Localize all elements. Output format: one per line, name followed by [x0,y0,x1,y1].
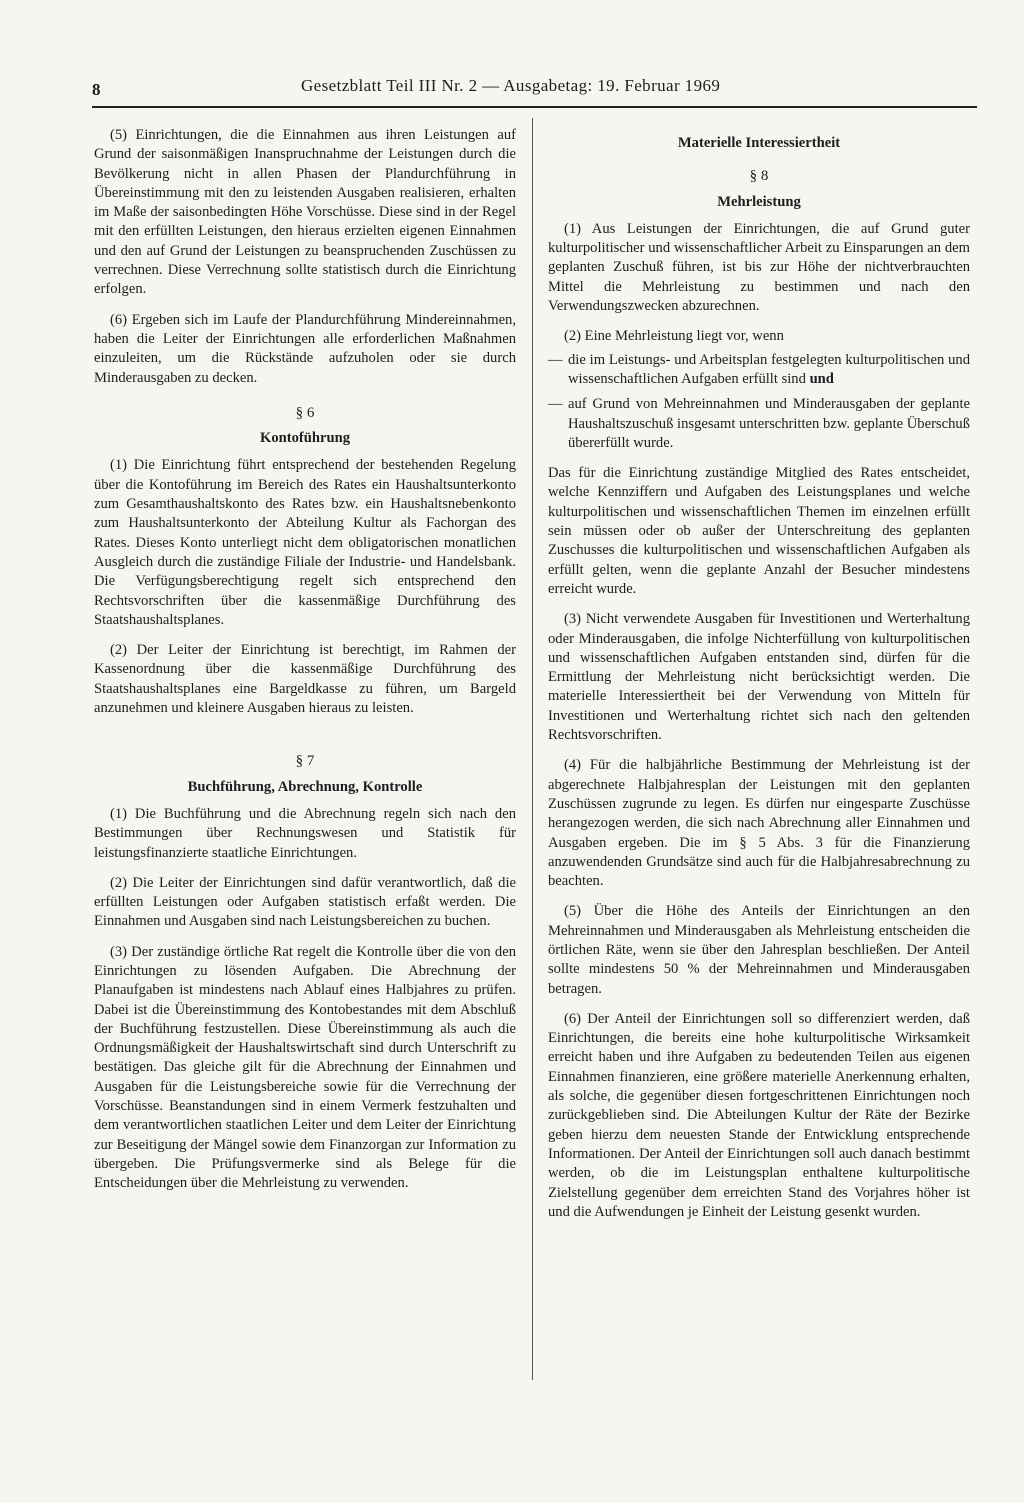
paragraph-7-1: (1) Die Buchführung und die Abrechnung regeln sich nach den Bestimmungen über Rechnungswesen und Statistik für leistungsfinanzierte staatliche Einrichtungen. [94,805,516,861]
paragraph-5-5: (5) Einrichtungen, die die Einnahmen aus ihren Leistungen auf Grund der saisonmäßigen Inanspruchnahme der Leistungen durch die Bevölkerung nicht in allen Phasen der Plandurchführung in Übereinstimmung mit den zu leistenden Ausgaben realisieren, erhalten im Maße der saisonbedingten Höhe Vorschüsse. Diese sind in der Regel mit den erfüllten Leistungen, den hieraus erzielten eigenen Einnahmen und den auf Grund der Leistungen zu beanspruchenden Zuschüssen zu verrechnen. Diese Verrechnung sollte statistisch durch die Einrichtung erfolgen. [94,127,516,298]
paragraph-8-4: (4) Für die halbjährliche Bestimmung der Mehrleistung ist der abgerechnete Halbjahresplan der Leistungen mit den geplanten Zuschüssen zugrunde zu legen. Es dürfen nur eingesparte Zuschüsse herangezogen werden, die sich nach Abrechnung aller Einnahmen und Ausgaben ergeben. Die im § 5 Abs. 3 für die Finanzierung anzuwendenden Grundsätze sind auch für die Halbjahresabrechnung zu beachten. [548,757,970,890]
section-8-number: § 8 [749,168,769,185]
paragraph-8-5: (5) Über die Höhe des Anteils der Einrichtungen an den Mehreinnahmen und Minderausgaben als Mehrleistung entscheiden die örtlichen Räte, wenn sie über den Jahresplan beschließen. Der Anteil sollte mindestens 50 % der Mehreinnahmen und Minderausgaben betragen. [548,903,970,997]
header-title: Gesetzblatt Teil III Nr. 2 — Ausgabetag: 19. Februar 1969 [301,76,721,95]
paragraph-8-2-intro: (2) Eine Mehrleistung liegt vor, wenn [564,328,784,345]
right-column [548,126,970,1233]
section-7-title: Buchführung, Abrechnung, Kontrolle [187,778,423,795]
list-item-text: die im Leistungs- und Arbeitsplan festgelegten kulturpolitischen und wissenschaftlichen Aufgaben erfüllt sind [568,351,970,387]
list-item-text: auf Grund von Mehreinnahmen und Minderausgaben der geplante Haushaltszuschuß insgesamt unterschritten bzw. geplante Überschuß übererfüllt wurde. [568,396,970,451]
section-6-title: Kontoführung [259,430,351,447]
list-item [548,395,970,453]
column-divider [532,118,533,1380]
condition-list [548,351,970,453]
paragraph-8-2-tail: Das für die Einrichtung zuständige Mitglied des Rates entscheidet, welche Kennziffern und Aufgaben des Leistungsplanes und welche kulturpolitischen und wissenschaftlichen Themen im einzelnen erfüllt sein müssen oder ob außer der Unterschreitung des geplanten Zuschusses die kulturpolitischen und wissenschaftlichen Aufgaben als erfüllt gelten, wenn die geplante Anzahl der Besucher mindestens erreicht wurde. [548,465,970,597]
paragraph-5-6: (6) Ergeben sich im Laufe der Plandurchführung Mindereinnahmen, haben die Leiter der Einrichtungen alle erforderlichen Maßnahmen einzuleiten, um die Rückstände aufzuholen oder sie durch Minderausgaben zu decken. [94,311,516,386]
section-6-number: § 6 [295,404,315,421]
section-8-title: Mehrleistung [717,193,801,210]
chapter-heading: Materielle Interessiertheit [677,135,841,151]
list-item-conjunction: und [809,370,834,387]
paragraph-8-3: (3) Nicht verwendete Ausgaben für Investitionen und Werterhaltung oder Minderausgaben, die infolge Nichterfüllung von kulturpolitischen und wissenschaftlichen Aufgaben entstanden sind, dürfen für die Ermittlung der Mehrleistung nicht berücksichtigt werden. Die materielle Interessiertheit bei der Verwendung von Mitteln für Investitionen und Werterhaltung richtet sich nach den geltenden Rechtsvorschriften. [548,611,970,744]
paragraph-8-1: (1) Aus Leistungen der Einrichtungen, die auf Grund guter kulturpolitischer und wissenschaftlicher Arbeit zu Einsparungen an dem geplanten Zuschuß führen, ist bis zur Höhe der nichtverbrauchten Mittel die Mehrleistung zu bestimmen und nach den Verwendungszwecken abzurechnen. [548,220,970,315]
list-item [548,351,970,390]
paragraph-6-2: (2) Der Leiter der Einrichtung ist berechtigt, im Rahmen der Kassenordnung über die kassenmäßige Durchführung des Staatshaushaltsplanes eine Bargeldkasse zu führen, um Bargeld anzunehmen und kleinere Ausgaben hieraus zu leisten. [94,642,516,717]
paragraph-6-1: (1) Die Einrichtung führt entsprechend der bestehenden Regelung über die Kontoführung im Bereich des Rates ein Haushaltsunterkonto zum Gesamthaushaltskonto des Rates bzw. ein Haushaltsnebenkonto zum Haushaltsunterkonto der Abteilung Kultur als Fachorgan des Rates. Dieses Konto unterliegt nicht dem obligatorischen monatlichen Ausgleich durch die zuständige Filiale der Industrie- und Handelsbank. Die Verfügungsberechtigung regelt sich entsprechend den Rechtsvorschriften über die kassenmäßige Durchführung des Staatshaushaltsplanes. [94,457,516,628]
left-column [94,126,516,1205]
paragraph-7-3: (3) Der zuständige örtliche Rat regelt die Kontrolle über die von den Einrichtungen zu lösenden Aufgaben. Die Abrechnung der Planaufgaben ist mindestens nach Ablauf eines Halbjahres zu prüfen. Dabei ist die Übereinstimmung des Kontobestandes mit dem Abschluß der Buchführung festzustellen. Diese Übereinstimmung als auch die Ordnungsmäßigkeit der Haushaltswirtschaft sind durch Unterschrift zu bestätigen. Das gleiche gilt für die Abrechnung der Einnahmen und Ausgaben für die Leistungsbereiche sowie für die Verrechnung der Vorschüsse. Beanstandungen sind in einem Vermerk festzuhalten und dem verantwortlichen staatlichen Leiter und dem Leiter der Einrichtung zur Beseitigung der Mängel sowie dem Finanzorgan zur Information zu übergeben. Die Prüfungsvermerke sind als Belege für die Entscheidungen über die Mehrleistung zu verwenden. [94,943,516,1192]
header-rule [92,106,977,108]
paragraph-7-2: (2) Die Leiter der Einrichtungen sind dafür verantwortlich, daß die erfüllten Leistungen oder Aufgaben statistisch erfaßt werden. Die Einnahmen und Ausgaben sind nach Leistungsbereichen zu buchen. [94,874,516,930]
paragraph-8-6: (6) Der Anteil der Einrichtungen soll so differenziert werden, daß Einrichtungen, die bereits eine hohe kulturpolitische Wirksamkeit erreicht haben und ihre Aufgaben zu bedeutenden Teilen aus eigenen Einnahmen finanzieren, eine größere materielle Anerkennung erhalten, als solche, die gegenüber diesen fortgeschrittenen Einrichtungen noch zurückgeblieben sind. Die Abteilungen Kultur der Räte der Bezirke geben hierzu dem neuesten Stande der Entwicklung entsprechende Informationen. Der Anteil der Einrichtungen soll auch danach bestimmt werden, ob die im Leistungsplan enthaltene kulturpolitische Zielstellung gegenüber dem erreichten Stand des Vorjahres höher ist und die Aufwendungen je Einheit der Leistung gesenkt wurden. [548,1010,970,1220]
page-number: 8 [92,80,101,99]
section-7-number: § 7 [295,753,315,770]
